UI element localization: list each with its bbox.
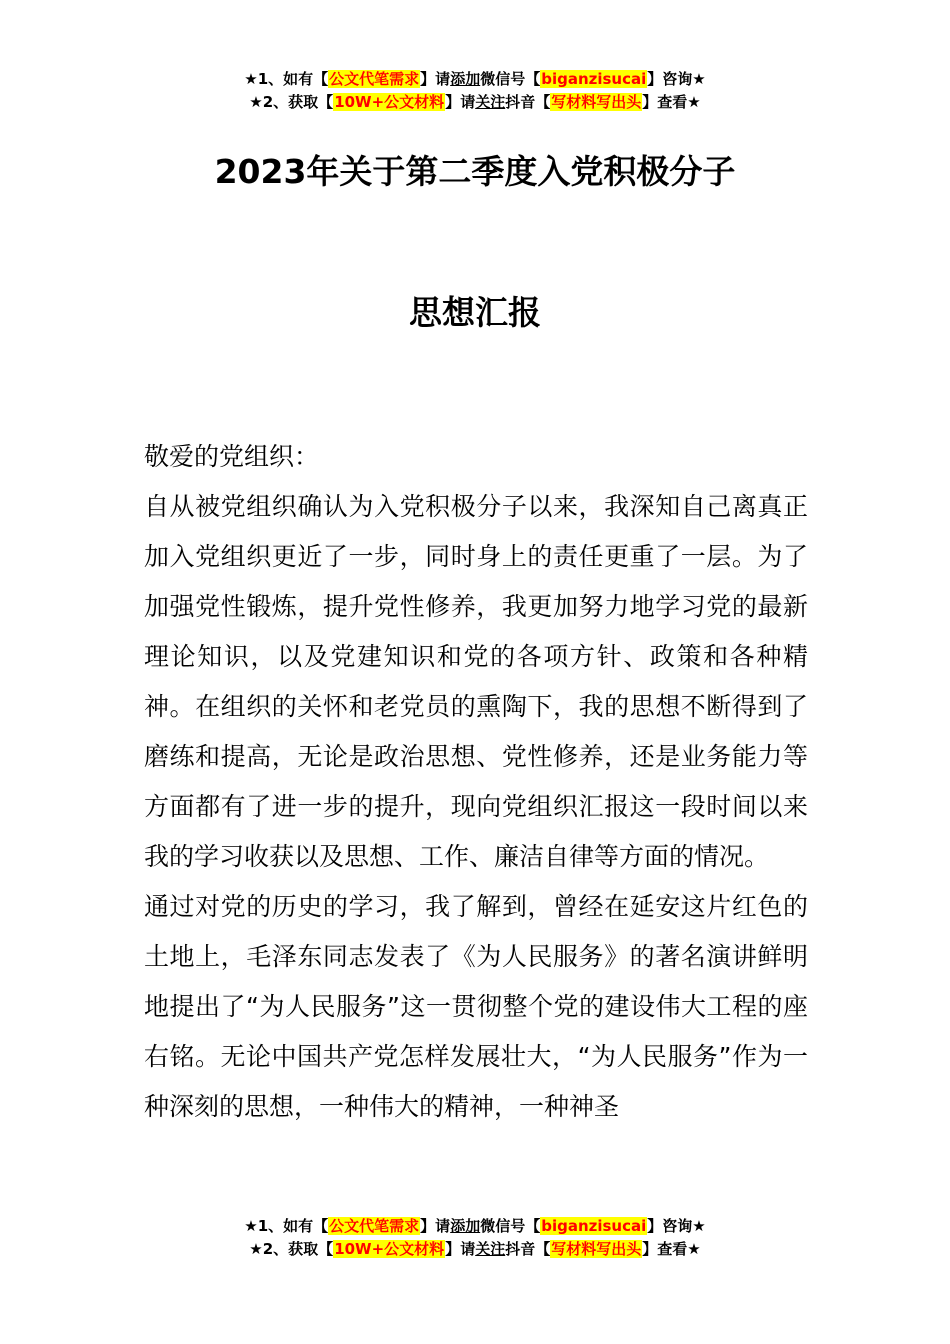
banner-line1-highlight-service: 公文代笔需求 (329, 1217, 420, 1235)
paragraph-1: 自从被党组织确认为入党积极分子以来，我深知自己离真正加入党组织更近了一步，同时身上的责任更重了一层。为了加强党性锻炼，提升党性修养，我更加努力地学习党的最新理论知识，以及党建知识和党的各项方针、政策和各种精神。在组织的关怀和老党员的熏陶下，我的思想不断得到了磨练和提高，无论是政治思想、党性修养，还是业务能力等方面都有了进一步的提升，现向党组织汇报这一段时间以来我的学习收获以及思想、工作、廉洁自律等方面的情况。 (144, 492, 808, 871)
banner-line2-highlight-douyin: 写材料写出头 (551, 1240, 642, 1258)
banner-line1-prefix: ★1、如有【 (244, 1217, 329, 1235)
banner-line1-highlight-service: 公文代笔需求 (329, 70, 420, 88)
banner-line2-prefix: ★2、获取【 (249, 1240, 334, 1258)
banner-line2-suffix: 】查看★ (642, 1240, 701, 1258)
top-banner (0, 68, 950, 114)
banner-line2-mid2: 抖音【 (505, 93, 551, 111)
banner-line1-suffix: 】咨询★ (647, 70, 706, 88)
bottom-banner (0, 1215, 950, 1261)
document-title-line-1: 2023年关于第二季度入党积极分子 (214, 152, 736, 191)
banner-line1-underlined: 添加 (450, 70, 481, 88)
banner-line1-underlined: 添加 (450, 1217, 481, 1235)
banner-line2-underlined: 关注 (475, 93, 506, 111)
banner-line2-suffix: 】查看★ (642, 93, 701, 111)
banner-line1-mid2: 微信号【 (480, 1217, 541, 1235)
document-title-line-2: 思想汇报 (409, 293, 541, 332)
banner-line1-mid1: 】请 (420, 1217, 451, 1235)
banner-line1-suffix: 】咨询★ (647, 1217, 706, 1235)
banner-line1-mid1: 】请 (420, 70, 451, 88)
banner-line2-mid1: 】请 (445, 93, 476, 111)
banner-line2-highlight-materials: 10W+公文材料 (334, 93, 445, 111)
banner-line1-mid2: 微信号【 (480, 70, 541, 88)
salutation: 敬爱的党组织： (144, 442, 320, 471)
banner-line-1 (0, 1215, 950, 1238)
banner-line2-prefix: ★2、获取【 (249, 93, 334, 111)
paragraph-2: 通过对党的历史的学习，我了解到，曾经在延安这片红色的土地上，毛泽东同志发表了《为人民服务》的著名演讲鲜明地提出了“为人民服务”这一贯彻整个党的建设伟大工程的座右铭。无论中国共产党怎样发展壮大，“为人民服务”作为一种深刻的思想，一种伟大的精神，一种神圣 (144, 892, 808, 1121)
banner-line2-highlight-douyin: 写材料写出头 (551, 93, 642, 111)
banner-line-2 (0, 1238, 950, 1261)
banner-line-1 (0, 68, 950, 91)
document-body (144, 432, 808, 1132)
banner-line2-highlight-materials: 10W+公文材料 (334, 1240, 445, 1258)
banner-line2-mid2: 抖音【 (505, 1240, 551, 1258)
banner-line2-mid1: 】请 (445, 1240, 476, 1258)
banner-line2-underlined: 关注 (475, 1240, 506, 1258)
banner-line1-highlight-wechat: biganzisucai (541, 1217, 647, 1235)
banner-line1-highlight-wechat: biganzisucai (541, 70, 647, 88)
banner-line1-prefix: ★1、如有【 (244, 70, 329, 88)
banner-line-2 (0, 91, 950, 114)
